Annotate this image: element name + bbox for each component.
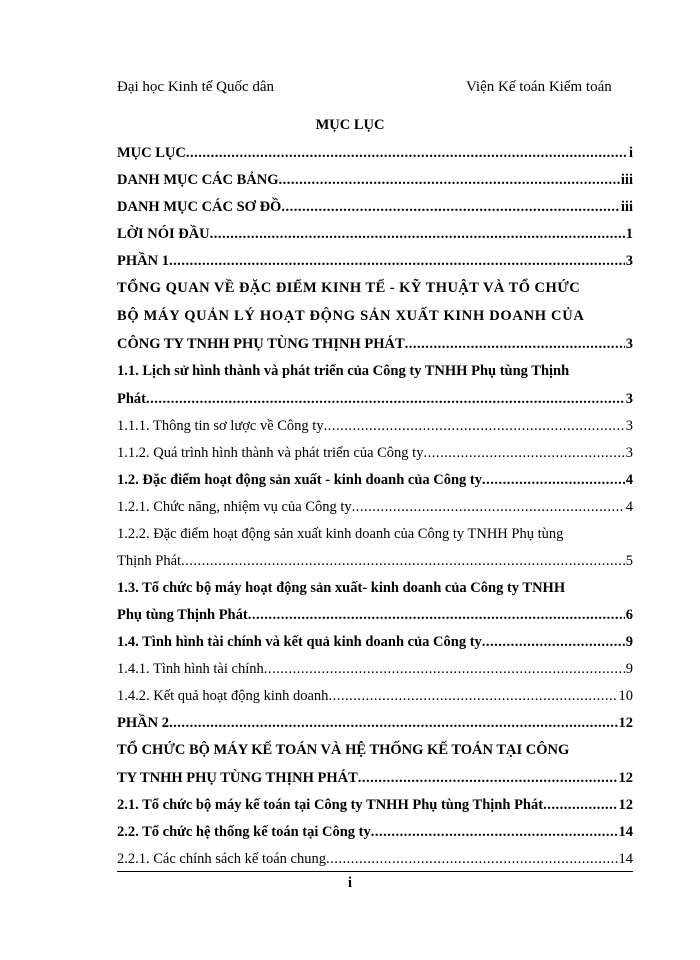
toc-entry-tong-quan[interactable] (117, 331, 633, 353)
toc-entry-page: 14 (618, 824, 633, 840)
toc-leader-dots (169, 715, 618, 732)
toc-entry-page: 3 (625, 391, 633, 407)
toc-leader-dots (482, 634, 625, 651)
toc-entry-2-2-1[interactable] (117, 846, 633, 868)
toc-leader-dots (326, 851, 618, 868)
toc-entry-page: 4 (625, 499, 633, 515)
toc-entry-phan-2[interactable] (117, 710, 633, 732)
toc-entry-label: DANH MỤC CÁC SƠ ĐỒ (117, 199, 282, 215)
toc-entry-to-chuc-ke-toan-line1[interactable]: TỔ CHỨC BỘ MÁY KẾ TOÁN VÀ HỆ THỐNG KẾ TOÁN TẠI CÔNG (117, 742, 570, 758)
toc-entry-tong-quan-line1[interactable]: TỔNG QUAN VỀ ĐẶC ĐIỂM KINH TẾ - KỸ THUẬT VÀ TỔ CHỨC (117, 280, 581, 296)
toc-entry-1-2[interactable] (117, 467, 633, 489)
toc-entry-page: 6 (625, 607, 633, 623)
toc-entry-label: Phát (117, 391, 146, 407)
toc-entry-label: TY TNHH PHỤ TÙNG THỊNH PHÁT (117, 770, 358, 786)
toc-leader-dots (405, 336, 625, 353)
toc-entry-page: 5 (625, 553, 633, 569)
toc-entry-phan-1[interactable] (117, 248, 633, 270)
toc-entry-muc-luc[interactable] (117, 140, 633, 162)
toc-entry-label: Phụ tùng Thịnh Phát (117, 607, 248, 623)
toc-entry-1-3-line1[interactable]: 1.3. Tổ chức bộ máy hoạt động sản xuất- kinh doanh của Công ty TNHH (117, 580, 566, 596)
toc-entry-1-1[interactable] (117, 386, 633, 408)
toc-entry-tong-quan-line2[interactable]: BỘ MÁY QUẢN LÝ HOẠT ĐỘNG SẢN XUẤT KINH DOANH CỦA (117, 308, 585, 324)
toc-entry-page: 3 (625, 445, 633, 461)
toc-entry-page: 9 (625, 661, 633, 677)
toc-entry-label: PHẦN 2 (117, 715, 169, 731)
toc-entry-page: 3 (625, 418, 633, 434)
toc-entry-page: 4 (625, 472, 633, 488)
toc-entry-1-3[interactable] (117, 602, 633, 624)
toc-entry-label: MỤC LỤC (117, 145, 186, 161)
toc-entry-1-2-2-line1[interactable]: 1.2.2. Đặc điểm hoạt động sản xuất kinh doanh của Công ty TNHH Phụ tùng (117, 526, 564, 542)
toc-leader-dots (146, 391, 625, 408)
header-institute: Viện Kế toán Kiểm toán (466, 79, 612, 95)
toc-entry-page: 12 (618, 770, 633, 786)
toc-leader-dots (328, 688, 617, 705)
toc-leader-dots (358, 770, 618, 787)
toc-entry-label: Thịnh Phát (117, 553, 182, 569)
toc-entry-page: i (628, 145, 633, 161)
toc-entry-2-2[interactable] (117, 819, 633, 841)
toc-entry-label: 1.1.2. Quá trình hình thành và phát triển của Công ty (117, 445, 424, 461)
toc-entry-label: 1.4. Tình hình tài chính và kết quả kinh doanh của Công ty (117, 634, 482, 650)
toc-entry-label: 2.2.1. Các chính sách kế toán chung (117, 851, 326, 867)
toc-leader-dots (264, 661, 625, 678)
toc-entry-label: 1.4.1. Tình hình tài chính (117, 661, 264, 677)
toc-entry-label: 2.2. Tổ chức hệ thống kế toán tại Công ty (117, 824, 371, 840)
toc-entry-page: 14 (618, 851, 633, 867)
toc-entry-1-4-1[interactable] (117, 656, 633, 678)
toc-leader-dots (324, 418, 625, 435)
toc-leader-dots (186, 145, 628, 162)
toc-entry-label: 1.4.2. Kết quả hoạt động kinh doanh (117, 688, 329, 704)
toc-leader-dots (423, 445, 624, 462)
toc-entry-1-4[interactable] (117, 629, 633, 651)
toc-leader-dots (248, 607, 625, 624)
toc-entry-page: 10 (618, 688, 633, 704)
toc-entry-1-1-1[interactable] (117, 413, 633, 435)
toc-entry-page: 9 (625, 634, 633, 650)
toc-entry-page: 3 (625, 253, 633, 269)
toc-entry-page: 12 (618, 797, 633, 813)
page-number: i (347, 875, 353, 891)
toc-entry-1-2-2[interactable] (117, 548, 633, 570)
toc-leader-dots (543, 797, 617, 814)
toc-entry-label: LỜI NÓI ĐẦU (117, 226, 210, 242)
toc-entry-danh-muc-so-do[interactable] (117, 194, 633, 216)
toc-entry-label: 2.1. Tổ chức bộ máy kế toán tại Công ty TNHH Phụ tùng Thịnh Phát (117, 797, 544, 813)
toc-entry-2-1[interactable] (117, 792, 633, 814)
toc-entry-label: 1.1.1. Thông tin sơ lược về Công ty (117, 418, 324, 434)
toc-entry-page: 12 (618, 715, 633, 731)
toc-entry-label: 1.2.1. Chức năng, nhiệm vụ của Công ty (117, 499, 352, 515)
toc-leader-dots (352, 499, 625, 516)
toc-entry-page: iii (620, 199, 633, 215)
page-title: MỤC LỤC (315, 117, 385, 133)
toc-leader-dots (169, 253, 625, 270)
toc-entry-1-2-1[interactable] (117, 494, 633, 516)
toc-leader-dots (482, 472, 625, 489)
toc-entry-to-chuc-ke-toan[interactable] (117, 765, 633, 787)
toc-leader-dots (371, 824, 618, 841)
toc-leader-dots (281, 199, 620, 216)
footer-divider (117, 871, 633, 872)
toc-entry-page: 3 (625, 336, 633, 352)
toc-entry-page: 1 (625, 226, 633, 242)
toc-entry-label: PHẦN 1 (117, 253, 169, 269)
toc-entry-label: DANH MỤC CÁC BẢNG (117, 172, 279, 188)
toc-entry-danh-muc-bang[interactable] (117, 167, 633, 189)
toc-entry-1-1-line1[interactable]: 1.1. Lịch sử hình thành và phát triển của Công ty TNHH Phụ tùng Thịnh (117, 363, 570, 379)
toc-entry-label: CÔNG TY TNHH PHỤ TÙNG THỊNH PHÁT (117, 336, 405, 352)
toc-entry-loi-noi-dau[interactable] (117, 221, 633, 243)
toc-entry-label: 1.2. Đặc điểm hoạt động sản xuất - kinh doanh của Công ty (117, 472, 482, 488)
toc-leader-dots (279, 172, 620, 189)
toc-entry-1-1-2[interactable] (117, 440, 633, 462)
toc-leader-dots (181, 553, 625, 570)
toc-entry-1-4-2[interactable] (117, 683, 633, 705)
toc-leader-dots (210, 226, 625, 243)
toc-entry-page: iii (620, 172, 633, 188)
header-university: Đại học Kinh tế Quốc dân (117, 79, 275, 95)
